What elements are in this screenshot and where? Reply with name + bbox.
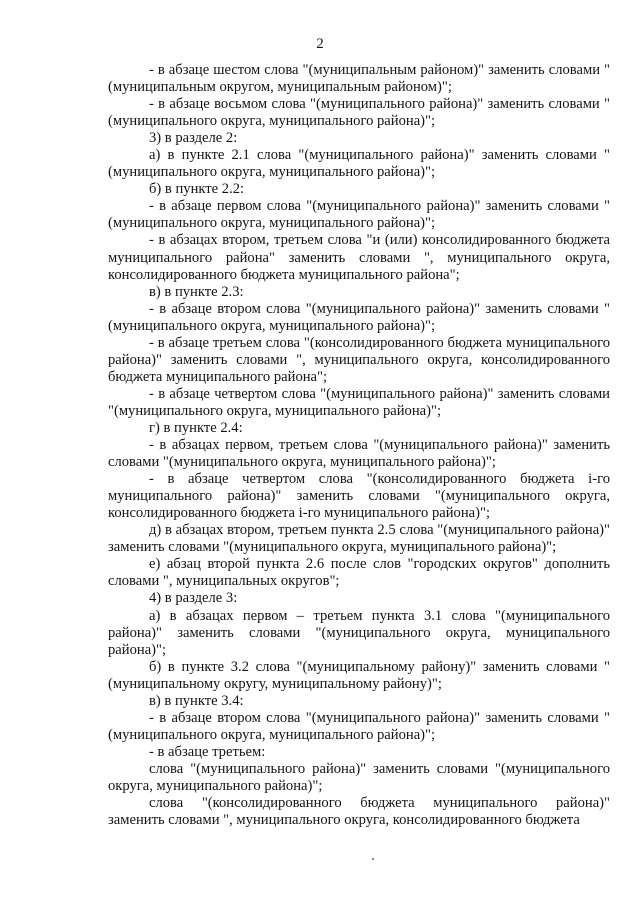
paragraph: - в абзаце четвертом слова "(муниципального района)" заменить словами "(муниципального округа, муниципального района)"; [108,385,610,419]
scan-speck [372,858,374,860]
paragraph: - в абзаце втором слова "(муниципального района)" заменить словами "(муниципального округа, муниципального района)"; [108,300,610,334]
paragraph: а) в абзацах первом – третьем пункта 3.1 слова "(муниципального района)" заменить словами "(муниципального округа, муниципального района)"; [108,607,610,658]
paragraph: - в абзаце восьмом слова "(муниципального района)" заменить словами "(муниципального округа, муниципального района)"; [108,96,610,130]
paragraph: б) в пункте 3.2 слова "(муниципальному району)" заменить словами "(муниципальному округу, муниципальному району)"; [108,658,610,692]
paragraph: а) в пункте 2.1 слова "(муниципального района)" заменить словами "(муниципального округа, муниципального района)"; [108,147,610,181]
paragraph: - в абзаце первом слова "(муниципального района)" заменить словами "(муниципального округа, муниципального района)"; [108,198,610,232]
paragraph: - в абзаце шестом слова "(муниципальным районом)" заменить словами "(муниципальным округом, муниципальным районом)"; [108,62,610,96]
paragraph: - в абзацах первом, третьем слова "(муниципального района)" заменить словами "(муниципального округа, муниципального района)"; [108,437,610,471]
paragraph: - в абзаце четвертом слова "(консолидированного бюджета i-го муниципального района)" заменить словами "(муниципального округа, консолидированного бюджета i-го муниципального района)"; [108,471,610,522]
paragraph: 3) в разделе 2: [149,130,238,147]
paragraph: б) в пункте 2.2: [149,181,245,198]
paragraph: в) в пункте 3.4: [149,692,244,709]
paragraph: - в абзацах втором, третьем слова "и (или) консолидированного бюджета муниципального района" заменить словами ", муниципального округа, консолидированного бюджета муниципального района"; [108,232,610,283]
paragraph: слова "(муниципального района)" заменить словами "(муниципального округа, муниципального района)"; [108,760,610,794]
paragraph: в) в пункте 2.3: [149,283,244,300]
paragraph: 4) в разделе 3: [149,590,238,607]
paragraph: - в абзаце втором слова "(муниципального района)" заменить словами "(муниципального округа, муниципального района)"; [108,709,610,743]
paragraph: - в абзаце третьем: [149,743,266,760]
paragraph: г) в пункте 2.4: [149,419,243,436]
page-number: 2 [316,36,324,52]
paragraph: слова "(консолидированного бюджета муниципального района)" заменить словами ", муниципального округа, консолидированного бюджета [108,795,610,829]
paragraph: е) абзац второй пункта 2.6 после слов "городских округов" дополнить словами ", муниципальных округов"; [108,556,610,590]
paragraph: - в абзаце третьем слова "(консолидированного бюджета муниципального района)" заменить словами ", муниципального округа, консолидированного бюджета муниципального района"; [108,334,610,385]
paragraph: д) в абзацах втором, третьем пункта 2.5 слова "(муниципального района)" заменить словами "(муниципального округа, муниципального района)"; [108,522,610,556]
document-body [108,62,610,829]
